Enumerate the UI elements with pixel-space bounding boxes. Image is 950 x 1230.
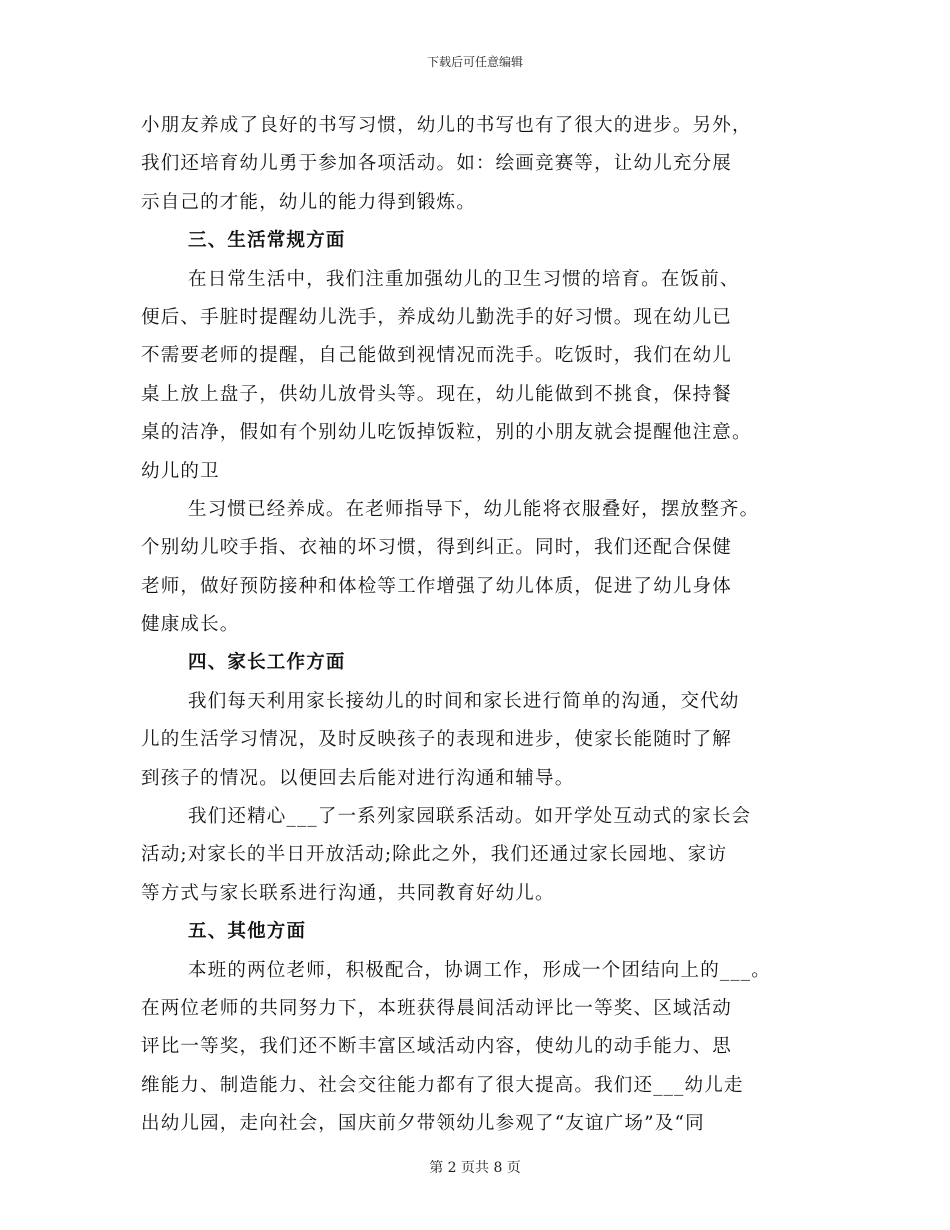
paragraph-line: 个别幼儿咬手指、衣袖的坏习惯，得到纠正。同时，我们还配合保健 (141, 537, 733, 559)
paragraph-line: 幼儿的卫 (141, 460, 220, 482)
page-footer: 第 2 页共 8 页 (429, 1160, 521, 1176)
paragraph-line: 老师，做好预防接种和体检等工作增强了幼儿体质，促进了幼儿身体 (141, 575, 733, 597)
paragraph-line: 桌的洁净，假如有个别幼儿吃饭掉饭粒，别的小朋友就会提醒他注意。 (141, 422, 752, 444)
section-heading: 三、生活常规方面 (188, 230, 346, 252)
paragraph-line: 本班的两位老师，积极配合，协调工作，形成一个团结向上的___。 (188, 959, 771, 981)
paragraph-line: 等方式与家长联系进行沟通，共同教育好幼儿。 (141, 882, 555, 904)
section-heading: 五、其他方面 (188, 921, 307, 943)
paragraph-line: 到孩子的情况。以便回去后能对进行沟通和辅导。 (141, 767, 575, 789)
document-body (141, 107, 816, 1144)
paragraph-line: 生习惯已经养成。在老师指导下，幼儿能将衣服叠好，摆放整齐。 (188, 498, 760, 520)
paragraph-line: 我们还培育幼儿勇于参加各项活动。如：绘画竞赛等，让幼儿充分展 (141, 153, 733, 175)
paragraph-line: 不需要老师的提醒，自己能做到视情况而洗手。吃饭时，我们在幼儿 (141, 345, 733, 367)
paragraph-line: 我们每天利用家长接幼儿的时间和家长进行简单的沟通，交代幼 (188, 690, 740, 712)
paragraph-line: 小朋友养成了良好的书写习惯，幼儿的书写也有了很大的进步。另外， (141, 115, 752, 136)
paragraph-line: 在两位老师的共同努力下，本班获得晨间活动评比一等奖、区域活动 (141, 997, 733, 1019)
paragraph-line: 桌上放上盘子，供幼儿放骨头等。现在，幼儿能做到不挑食，保持餐 (141, 383, 733, 405)
paragraph-line: 我们还精心___了一系列家园联系活动。如开学处互动式的家长会 (188, 806, 752, 828)
section-heading: 四、家长工作方面 (188, 652, 346, 674)
paragraph-line: 儿的生活学习情况，及时反映孩子的表现和进步，使家长能随时了解 (141, 729, 733, 751)
paragraph-line: 便后、手脏时提醒幼儿洗手，养成幼儿勤洗手的好习惯。现在幼儿已 (141, 306, 733, 328)
paragraph-line: 评比一等奖，我们还不断丰富区域活动内容，使幼儿的动手能力、思 (141, 1036, 733, 1058)
paragraph-line: 活动;对家长的半日开放活动;除此之外，我们还通过家长园地、家访 (141, 844, 728, 866)
paragraph-line: 示自己的才能，幼儿的能力得到锻炼。 (141, 191, 476, 213)
paragraph-line: 出幼儿园，走向社会，国庆前夕带领幼儿参观了“友谊广场”及“同 (141, 1113, 705, 1135)
paragraph-line: 健康成长。 (141, 614, 240, 636)
paragraph-line: 维能力、制造能力、社会交往能力都有了很大提高。我们还___幼儿走 (141, 1074, 744, 1096)
page-header: 下载后可任意编辑 (426, 55, 523, 69)
paragraph-line: 在日常生活中，我们注重加强幼儿的卫生习惯的培育。在饭前、 (188, 268, 740, 290)
